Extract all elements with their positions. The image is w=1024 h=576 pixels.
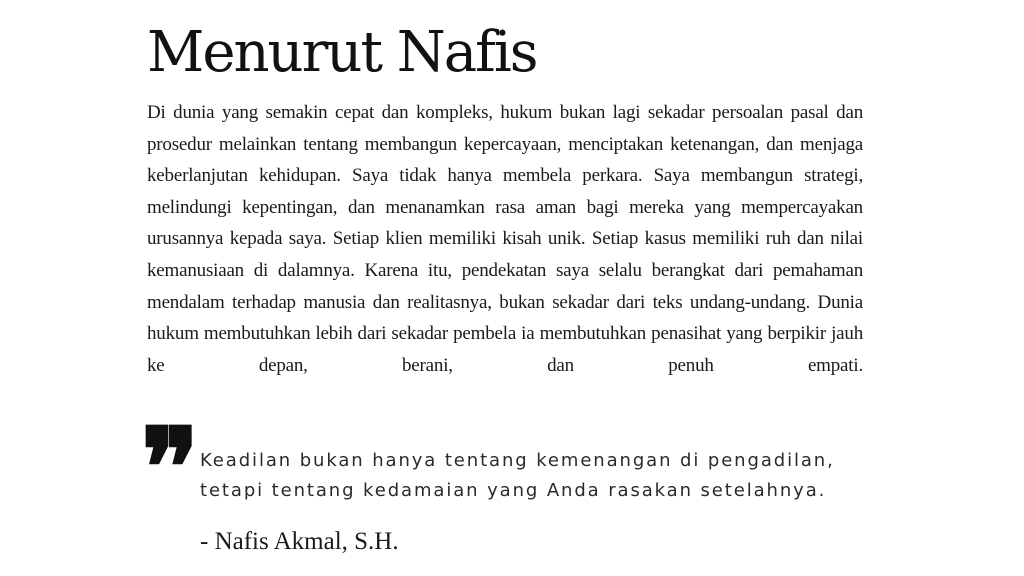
- pull-quote: [200, 446, 872, 506]
- quote-line-2: tetapi tentang kedamaian yang Anda rasakan setelahnya.: [200, 480, 827, 501]
- page-title: Menurut Nafis: [147, 20, 537, 85]
- quote-line-1: Keadilan bukan hanya tentang kemenangan di pengadilan,: [200, 450, 835, 471]
- article: [141, 0, 863, 576]
- quote-author: - Nafis Akmal, S.H.: [200, 528, 399, 555]
- body-paragraph: Di dunia yang semakin cepat dan kompleks, hukum bukan lagi sekadar persoalan pasal dan prosedur melainkan tentang membangun kepercayaan, menciptakan ketenangan, dan menjaga keberlanjutan kehidupan. Saya tidak hanya membela perkara. Saya membangun strategi, melindungi kepentingan, dan menanamkan rasa aman bagi mereka yang mempercayakan urusannya kepada saya. Setiap klien memiliki kisah unik. Setiap kasus memiliki ruh dan nilai kemanusiaan di dalamnya. Karena itu, pendekatan saya selalu berangkat dari pemahaman mendalam terhadap manusia dan realitasnya, bukan sekadar dari teks undang-undang. Dunia hukum membutuhkan lebih dari sekadar pembela ia membutuhkan penasihat yang berpikir jauh ke depan, berani, dan penuh empati.: [147, 102, 863, 376]
- quotation-mark-icon: ❞: [141, 405, 192, 531]
